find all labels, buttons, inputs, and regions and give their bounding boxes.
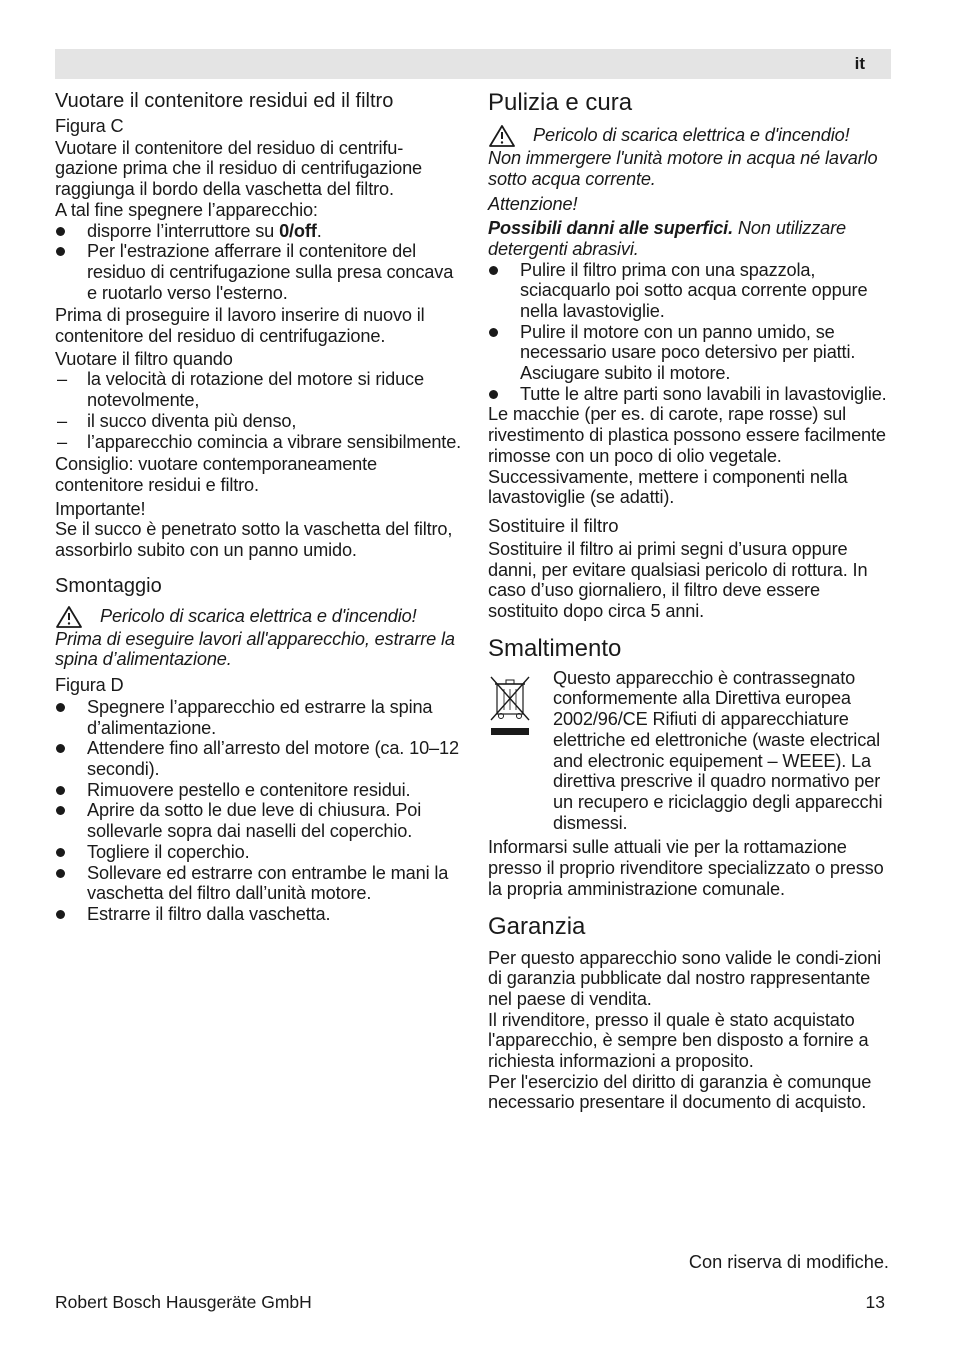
paragraph: Prima di proseguire il lavoro inserire di nuovo il contenitore del residuo di centrifugazione.	[55, 305, 425, 347]
paragraph: A tal fine spegnere l’apparecchio:	[55, 199, 318, 220]
list-item: – la velocità di rotazione del motore si riduce notevolmente,	[55, 369, 465, 410]
list-item: Attendere fino all’arresto del motore (ca. 10–12 secondi).	[55, 738, 465, 779]
paragraph: Per questo apparecchio sono valide le condi-zioni di garanzia pubblicate dal nostro rappresentante nel paese di vendita.	[488, 947, 882, 1009]
punctuation: .	[316, 220, 322, 241]
warning-notice	[488, 124, 893, 146]
list-item: Rimuovere pestello e contenitore residui.	[55, 780, 465, 801]
list-item: Togliere il coperchio.	[55, 842, 465, 863]
caution-paragraph	[488, 218, 893, 259]
list-item: – l’apparecchio comincia a vibrare sensibilmente.	[55, 432, 465, 453]
page-number: 13	[865, 1292, 885, 1312]
left-column	[55, 88, 465, 925]
list-item: Pulire il filtro prima con una spazzola, sciacquarlo poi sotto acqua corrente oppure nella lavastoviglie.	[488, 260, 893, 322]
attention-label: Attenzione!	[488, 194, 578, 215]
changes-reserved-note: Con riserva di modifiche.	[688, 1252, 889, 1272]
paragraph: Vuotare il filtro quando	[55, 348, 233, 369]
list-item: – il succo diventa più denso,	[55, 411, 465, 432]
section-title-warranty: Garanzia	[488, 912, 586, 940]
section-title-disassembly: Smontaggio	[55, 574, 162, 597]
language-header-bar	[55, 49, 891, 79]
crossed-out-wheelie-bin-icon	[488, 674, 532, 738]
list-item: Estrarre il filtro dalla vaschetta.	[55, 904, 465, 925]
bullet-list	[488, 260, 893, 405]
company-name: Robert Bosch Hausgeräte GmbH	[55, 1292, 312, 1312]
figure-ref-c: Figura C	[55, 116, 124, 136]
warning-paragraph: Non immergere l'unità motore in acqua né lavarlo sotto acqua corrente.	[488, 148, 878, 189]
tip-paragraph: Consiglio: vuotare contemporaneamente contenitore residui e filtro.	[55, 454, 378, 495]
figure-ref-d: Figura D	[55, 675, 124, 696]
paragraph: Le macchie (per es. di carote, rape rosse) sul rivestimento di plastica possono essere facilmente rimosse con un poco di olio vegetale. Successivamente, mettere i componenti nella lavastoviglie (se adatti).	[488, 404, 886, 508]
section-title-cleaning: Pulizia e cura	[488, 89, 633, 116]
right-column	[488, 88, 893, 1113]
list-item: Aprire da sotto le due leve di chiusura. Poi sollevarle sopra dai naselli del coperchio.	[55, 800, 465, 841]
dash-list	[55, 369, 465, 452]
paragraph: Vuotare il contenitore del residuo di centrifu-gazione prima che il residuo di centrifugazione raggiunga il bordo della vaschetta del filtro.	[55, 137, 423, 200]
switch-position: 0/off	[279, 220, 317, 241]
caution-text: Non utilizzare detergenti abrasivi.	[488, 218, 846, 259]
important-label: Importante!	[55, 498, 146, 519]
section-title-disposal: Smaltimento	[488, 634, 622, 662]
warning-notice	[55, 605, 465, 627]
warning-triangle-icon	[488, 124, 516, 148]
language-code: it	[854, 54, 865, 73]
paragraph: Sostituire il filtro ai primi segni d’usura oppure danni, per evitare qualsiasi pericolo di rottura. In caso d’uso giornaliero, il filtro deve essere sostituito dopo circa 5 anni.	[488, 538, 868, 622]
list-item	[55, 221, 465, 242]
list-item: Tutte le altre parti sono lavabili in lavastoviglie.	[488, 384, 893, 405]
paragraph: Il rivenditore, presso il quale è stato acquistato l'apparecchio, è sempre ben disposto a fornire a richiesta informazioni a proposito.	[488, 1009, 869, 1072]
bullet-list	[55, 221, 465, 304]
caution-emphasis: Possibili danni alle superfici.	[488, 218, 733, 239]
list-item: Pulire il motore con un panno umido, se necessario usare poco detersivo per piatti. Asciugare subito il motore.	[488, 322, 893, 384]
warning-text: Pericolo di scarica elettrica e d'incendio!	[100, 605, 417, 626]
list-item: Per l'estrazione afferrare il contenitore del residuo di centrifugazione sulla presa concava e ruotarlo verso l'esterno.	[55, 241, 465, 303]
warning-paragraph: Prima di eseguire lavori all'apparecchio, estrarre la spina d’alimentazione.	[55, 628, 455, 670]
paragraph: Se il succo è penetrato sotto la vaschetta del filtro, assorbirlo subito con un panno umido.	[55, 519, 453, 561]
disposal-text: Questo apparecchio è contrassegnato conformemente alla Direttiva europea 2002/96/CE Rifiuti di apparecchiature elettriche ed elettroniche (waste electrical and electronic equipement – WEEE). La direttiva prescrive il quadro normativo per un recupero e riciclaggio degli apparecchi dismessi.	[553, 667, 883, 833]
paragraph: Informarsi sulle attuali vie per la rottamazione presso il proprio rivenditore specializzato o presso la propria amministrazione comunale.	[488, 837, 884, 899]
paragraph: Per l'esercizio del diritto di garanzia è comunque necessario presentare il documento di acquisto.	[488, 1071, 872, 1113]
section-title-replace-filter: Sostituire il filtro	[488, 514, 619, 536]
disposal-notice	[488, 668, 893, 834]
list-item: Sollevare ed estrarre con entrambe le mani la vaschetta del filtro dall’unità motore.	[55, 863, 465, 904]
list-item-text: disporre l’interruttore su	[87, 220, 280, 241]
warning-text: Pericolo di scarica elettrica e d'incendio!	[533, 125, 850, 145]
section-title-empty-container: Vuotare il contenitore residui ed il filtro	[55, 90, 394, 112]
warning-triangle-icon	[55, 605, 83, 629]
bullet-list	[55, 697, 465, 925]
list-item: Spegnere l’apparecchio ed estrarre la spina d’alimentazione.	[55, 697, 465, 738]
